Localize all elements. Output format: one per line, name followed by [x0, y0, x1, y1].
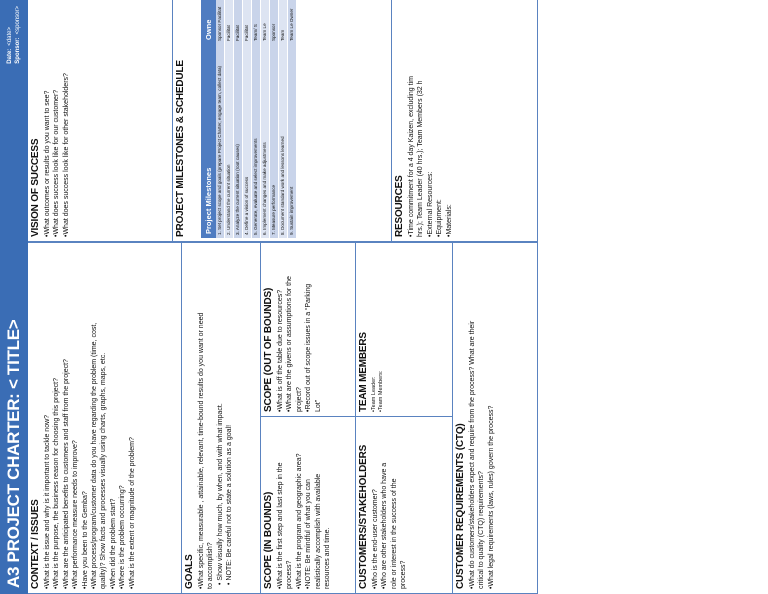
ctq-heading: CUSTOMER REQUIREMENTS (CTQ)	[455, 423, 466, 589]
header-meta	[6, 6, 22, 64]
scope-in-item: resources and time.	[324, 527, 332, 589]
context-heading: CONTEXT / ISSUES	[30, 499, 41, 589]
title-bar	[0, 0, 28, 594]
goals-item: •What specific, measurable , attainable, relevant, time-bound results do you want or need	[198, 312, 205, 589]
customers-stakeholders-section	[355, 416, 453, 594]
vision-item: •What does success look like for our customer?	[53, 89, 61, 237]
milestones-table	[201, 0, 297, 238]
table-row	[288, 0, 297, 238]
sponsor-value: <sponsor>	[15, 6, 21, 35]
resources-section	[391, 0, 538, 242]
milestone-cell: 8. Document standard work and lessons learned	[279, 44, 288, 238]
sponsor-label: Sponsor:	[15, 37, 21, 64]
resources-item: •Materials:	[445, 204, 453, 237]
scope-in-item: realistically accomplish with available	[314, 473, 322, 589]
table-row	[261, 0, 270, 238]
owner-cell: Sponsor Facilitat	[216, 0, 225, 44]
scope-in-item: •NOTE: Be mindful of what you can	[305, 479, 313, 589]
context-item: •Have you been to the Gemba?	[81, 491, 89, 589]
owner-column-header: Owne	[201, 0, 216, 44]
goals-item: to accomplish?	[207, 542, 215, 589]
milestone-cell: 1. Set project scope and goals (prepare Project Charter, engage team, collect data)	[216, 44, 225, 238]
owner-cell: Facilitat	[243, 0, 252, 44]
scope-in-item: •What is the first step and last step in the	[277, 462, 284, 589]
milestone-cell: 6. Implement changes and make adjustments	[261, 44, 270, 238]
milestones-heading: PROJECT MILESTONES & SCHEDULE	[175, 60, 186, 237]
ctq-item: critical to quality (CTQ) requirements?	[478, 471, 486, 589]
context-item: •What process/program/customer data do you have regarding the problem (time, cost,	[91, 322, 99, 589]
context-item: •When did the problem start?	[109, 498, 117, 589]
document-title: A3 PROJECT CHARTER: < TITLE>	[4, 319, 23, 588]
milestone-cell: 5. Generate, evaluate and select improvements	[252, 44, 261, 238]
context-item: •What is the extent or magnitude of the problem?	[128, 437, 136, 589]
customers-item: •Who is the end-user customer?	[372, 489, 379, 589]
resources-item: •External Resources:	[426, 171, 434, 237]
scope-out-item: Lot”	[314, 399, 322, 412]
customers-heading: CUSTOMERS/STAKEHOLDERS	[358, 444, 369, 589]
table-row	[216, 0, 225, 238]
customers-item: process?	[400, 560, 408, 589]
scope-out-item: •What is off the table due to resources?	[277, 289, 284, 412]
table-row	[252, 0, 261, 238]
vision-item: •What outcomes or results do you want to see?	[44, 90, 51, 237]
context-item: •Where is the problem occurring?	[119, 485, 127, 589]
owner-cell: Team Le	[261, 0, 270, 44]
context-item: •What are the anticipated benefits to customers and staff from the project?	[62, 359, 70, 589]
context-issues-section	[28, 242, 182, 594]
goals-heading: GOALS	[184, 554, 195, 589]
milestone-cell: 3. Analyze the current situation (root causes)	[234, 44, 243, 238]
goals-item: • NOTE: Be careful not to state a solution as a goal!	[226, 424, 234, 585]
context-item: •What performance measure needs to improve?	[72, 440, 80, 589]
ctq-item: •What legal requirements (laws, rules) govern the process?	[487, 405, 495, 589]
scope-in-section	[260, 416, 356, 594]
customer-requirements-section	[452, 242, 538, 594]
owner-cell: Sponsor	[270, 0, 279, 44]
milestone-cell: 2. Understand the current situation	[225, 44, 234, 238]
ctq-item: •What do customers/stakeholders expect and require from the process? What are their	[469, 320, 476, 589]
vision-heading: VISION OF SUCCESS	[30, 138, 41, 237]
team-members-line: •Team Members:	[377, 370, 384, 412]
milestone-cell: 7. Measure performance	[270, 44, 279, 238]
resources-heading: RESOURCES	[394, 175, 405, 237]
vision-of-success-section	[28, 0, 173, 242]
table-row	[279, 0, 288, 238]
vision-item: •What does success look like for other stakeholders?	[62, 73, 70, 237]
goals-section	[181, 242, 261, 594]
scope-in-heading: SCOPE (IN BOUNDS)	[263, 491, 274, 589]
date-value: <date>	[7, 27, 13, 46]
table-row	[243, 0, 252, 238]
team-heading: TEAM MEMBERS	[358, 332, 369, 412]
scope-out-item: •What are the givens or assumptions for the	[286, 276, 294, 412]
scope-in-item: process?	[286, 560, 294, 589]
context-item: •What is the purpose, the business reason for choosing this project?	[53, 377, 61, 589]
owner-cell: Team Le Owner	[288, 0, 297, 44]
scope-out-item: •Record out of scope issues in a “Parking	[305, 283, 313, 412]
scope-out-heading: SCOPE (OUT OF BOUNDS)	[263, 287, 274, 412]
table-row	[225, 0, 234, 238]
owner-cell: Team/ S	[252, 0, 261, 44]
owner-cell: Facilitat	[225, 0, 234, 44]
owner-cell: Facilitat	[234, 0, 243, 44]
scope-out-item: project?	[295, 387, 303, 412]
customers-item: •Who are other stakeholders who have a	[381, 462, 389, 589]
milestone-cell: 9. Sustain improvement	[288, 44, 297, 238]
owner-cell: Team	[279, 0, 288, 44]
context-item: quality)? Show facts and processes visually using charts, graphs, maps, etc.	[100, 352, 108, 589]
scope-in-item: •What is the program and geographic area?	[295, 453, 303, 589]
date-label: Date:	[7, 48, 13, 64]
resources-item: hrs.); Team Leader (40 hrs.); Team Members (32 h	[417, 80, 425, 237]
milestones-column-header: Project Milestones	[201, 44, 216, 238]
team-members-section	[355, 242, 453, 417]
milestones-section	[172, 0, 392, 242]
goals-item: • Show visually how much, by when, and with what impact.	[216, 403, 224, 585]
table-row	[270, 0, 279, 238]
scope-out-section	[260, 242, 356, 417]
table-row	[234, 0, 243, 238]
resources-item: •Equipment:	[436, 199, 444, 237]
milestone-cell: 4. Define a vision of success	[243, 44, 252, 238]
customers-item: role or interest in the success of the	[390, 478, 398, 589]
resources-item: •Time commitment for a 4 day Kaizen, excluding tim	[408, 76, 415, 237]
context-item: •What is the issue and why is it important to tackle now?	[44, 414, 51, 589]
team-leader-line: •Team Leader:	[371, 376, 377, 412]
